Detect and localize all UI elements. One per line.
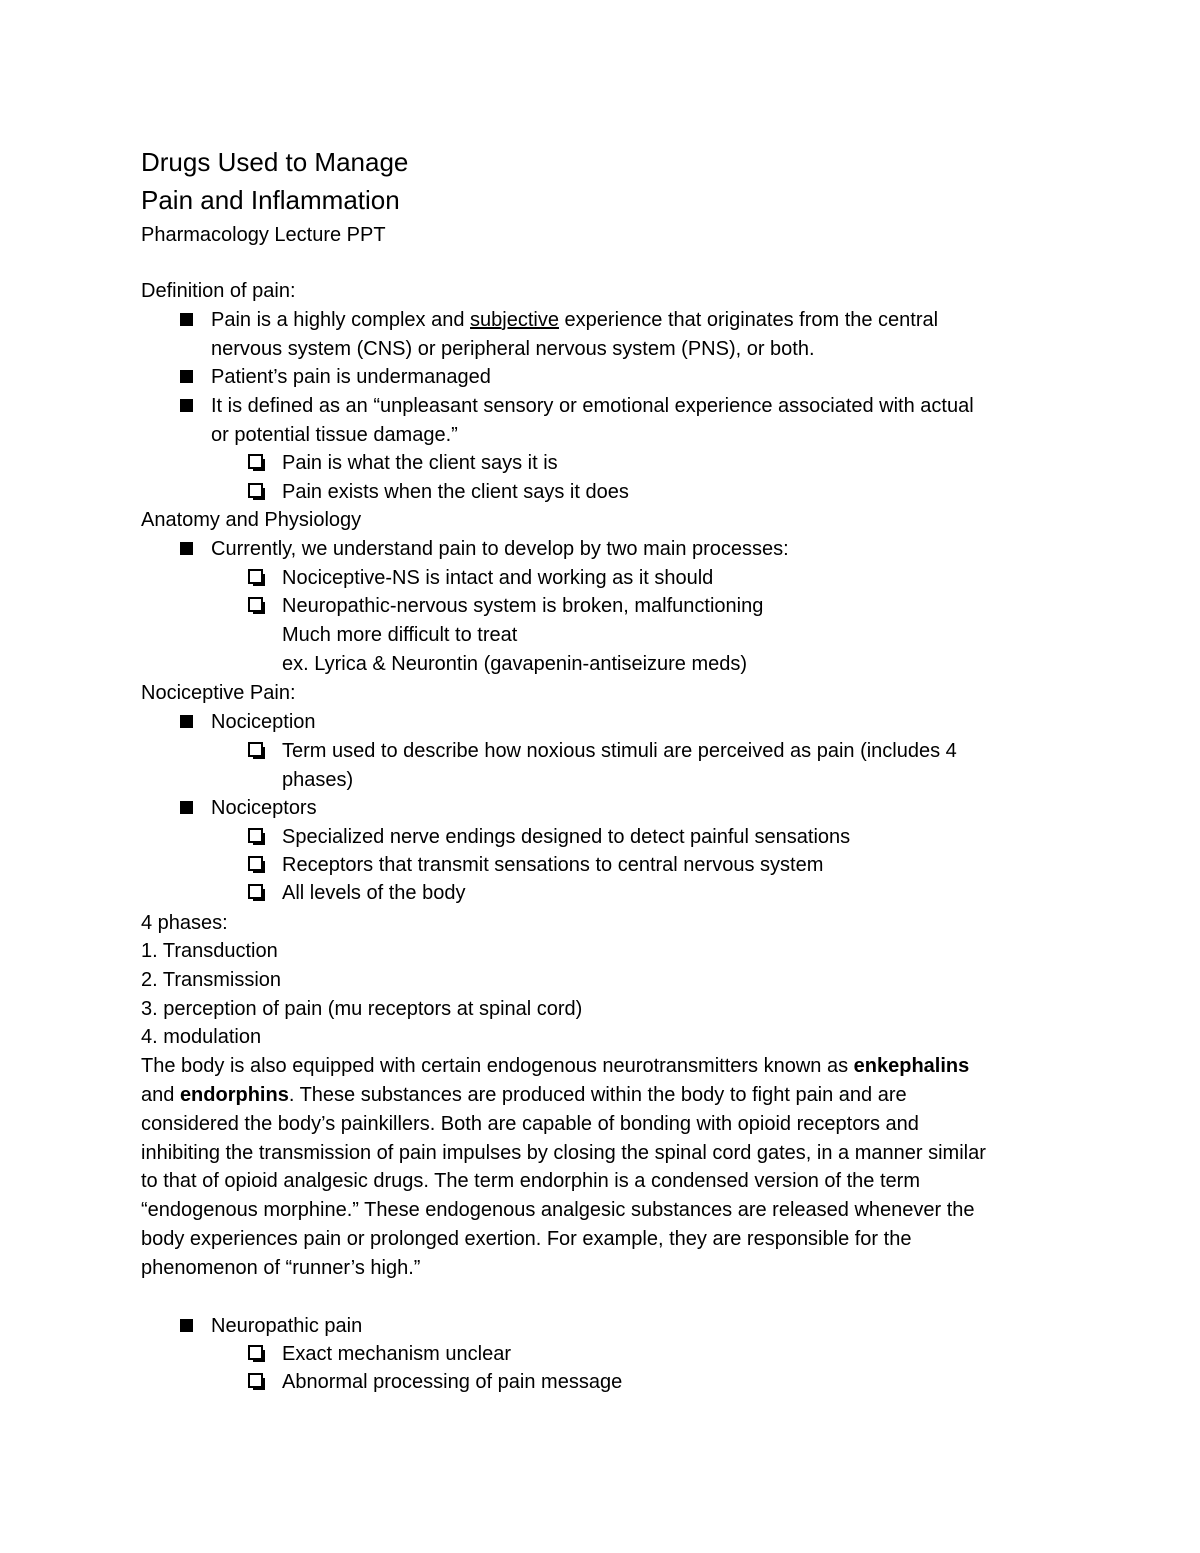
definition-bullet-1 <box>211 306 938 334</box>
nociceptive-bullet-2-sub-3: All levels of the body <box>282 882 466 904</box>
phase-2: 2. Transmission <box>141 969 282 991</box>
phase-1: 1. Transduction <box>141 940 278 962</box>
anatomy-bullet-1: Currently, we understand pain to develop by two main processes: <box>211 538 789 560</box>
paragraph-line-1 <box>141 1052 969 1080</box>
square-bullet-icon <box>180 1319 193 1332</box>
neuropathic-sub-2: Abnormal processing of pain message <box>282 1371 623 1393</box>
nociceptive-bullet-1-sub-1: Term used to describe how noxious stimuli are perceived as pain (includes 4 <box>282 740 957 762</box>
definition-bullet-1-underline: subjective <box>470 309 559 331</box>
definition-sub-2: Pain exists when the client says it does <box>282 481 629 503</box>
definition-sub-1: Pain is what the client says it is <box>282 452 558 474</box>
anatomy-sub-2-cont-1: Much more difficult to treat <box>282 624 518 646</box>
anatomy-sub-2: Neuropathic-nervous system is broken, malfunctioning <box>282 595 764 617</box>
box-bullet-icon <box>248 569 263 584</box>
box-bullet-icon <box>248 884 263 899</box>
paragraph-line-1-text: The body is also equipped with certain endogenous neurotransmitters known as <box>141 1055 854 1077</box>
paragraph-line-6: “endogenous morphine.” These endogenous analgesic substances are released whenever the <box>141 1199 975 1221</box>
paragraph-line-2-pre: and <box>141 1084 180 1106</box>
phase-3: 3. perception of pain (mu receptors at spinal cord) <box>141 998 583 1020</box>
definition-bullet-1-pre: Pain is a highly complex and <box>211 309 471 331</box>
box-bullet-icon <box>248 856 263 871</box>
definition-bullet-3: It is defined as an “unpleasant sensory or emotional experience associated with actual <box>211 395 974 417</box>
subtitle: Pharmacology Lecture PPT <box>141 224 386 246</box>
nociceptive-bullet-2-sub-1: Specialized nerve endings designed to detect painful sensations <box>282 826 851 848</box>
nociceptive-bullet-2-sub-2: Receptors that transmit sensations to central nervous system <box>282 854 824 876</box>
paragraph-bold-enkephalins: enkephalins <box>853 1055 970 1077</box>
definition-bullet-1-cont: nervous system (CNS) or peripheral nervous system (PNS), or both. <box>211 338 815 360</box>
box-bullet-icon <box>248 742 263 757</box>
phases-heading: 4 phases: <box>141 912 228 934</box>
box-bullet-icon <box>248 828 263 843</box>
phase-4: 4. modulation <box>141 1026 262 1048</box>
square-bullet-icon <box>180 313 193 326</box>
square-bullet-icon <box>180 542 193 555</box>
definition-heading: Definition of pain: <box>141 280 296 302</box>
box-bullet-icon <box>248 597 263 612</box>
box-bullet-icon <box>248 483 263 498</box>
paragraph-line-8: phenomenon of “runner’s high.” <box>141 1257 421 1279</box>
paragraph-line-3: considered the body’s painkillers. Both are capable of bonding with opioid receptors and <box>141 1113 919 1135</box>
definition-bullet-2: Patient’s pain is undermanaged <box>211 366 491 388</box>
paragraph-line-4: inhibiting the transmission of pain impulses by closing the spinal cord gates, in a manner similar <box>141 1142 986 1164</box>
paragraph-line-5: to that of opioid analgesic drugs. The term endorphin is a condensed version of the term <box>141 1170 920 1192</box>
paragraph-bold-endorphins: endorphins <box>179 1084 289 1106</box>
square-bullet-icon <box>180 801 193 814</box>
box-bullet-icon <box>248 1373 263 1388</box>
nociceptive-heading: Nociceptive Pain: <box>141 682 296 704</box>
definition-bullet-1-post: experience that originates from the central <box>558 309 939 331</box>
title-line-2: Pain and Inflammation <box>141 185 400 215</box>
neuropathic-bullet: Neuropathic pain <box>211 1315 363 1337</box>
definition-bullet-3-cont: or potential tissue damage.” <box>211 424 458 446</box>
anatomy-sub-2-cont-2: ex. Lyrica & Neurontin (gavapenin-antiseizure meds) <box>282 653 748 675</box>
box-bullet-icon <box>248 1345 263 1360</box>
nociceptive-bullet-1: Nociception <box>211 711 316 733</box>
square-bullet-icon <box>180 399 193 412</box>
nociceptive-bullet-2: Nociceptors <box>211 797 317 819</box>
anatomy-sub-1: Nociceptive-NS is intact and working as it should <box>282 567 714 589</box>
square-bullet-icon <box>180 715 193 728</box>
paragraph-line-7: body experiences pain or prolonged exertion. For example, they are responsible for the <box>141 1228 912 1250</box>
paragraph-line-2 <box>141 1081 907 1109</box>
neuropathic-sub-1: Exact mechanism unclear <box>282 1343 511 1365</box>
box-bullet-icon <box>248 454 263 469</box>
paragraph-line-2-post: . These substances are produced within the body to fight pain and are <box>288 1084 907 1106</box>
square-bullet-icon <box>180 370 193 383</box>
nociceptive-bullet-1-sub-1-cont: phases) <box>282 769 354 791</box>
title-line-1: Drugs Used to Manage <box>141 147 409 177</box>
anatomy-heading: Anatomy and Physiology <box>141 509 362 531</box>
